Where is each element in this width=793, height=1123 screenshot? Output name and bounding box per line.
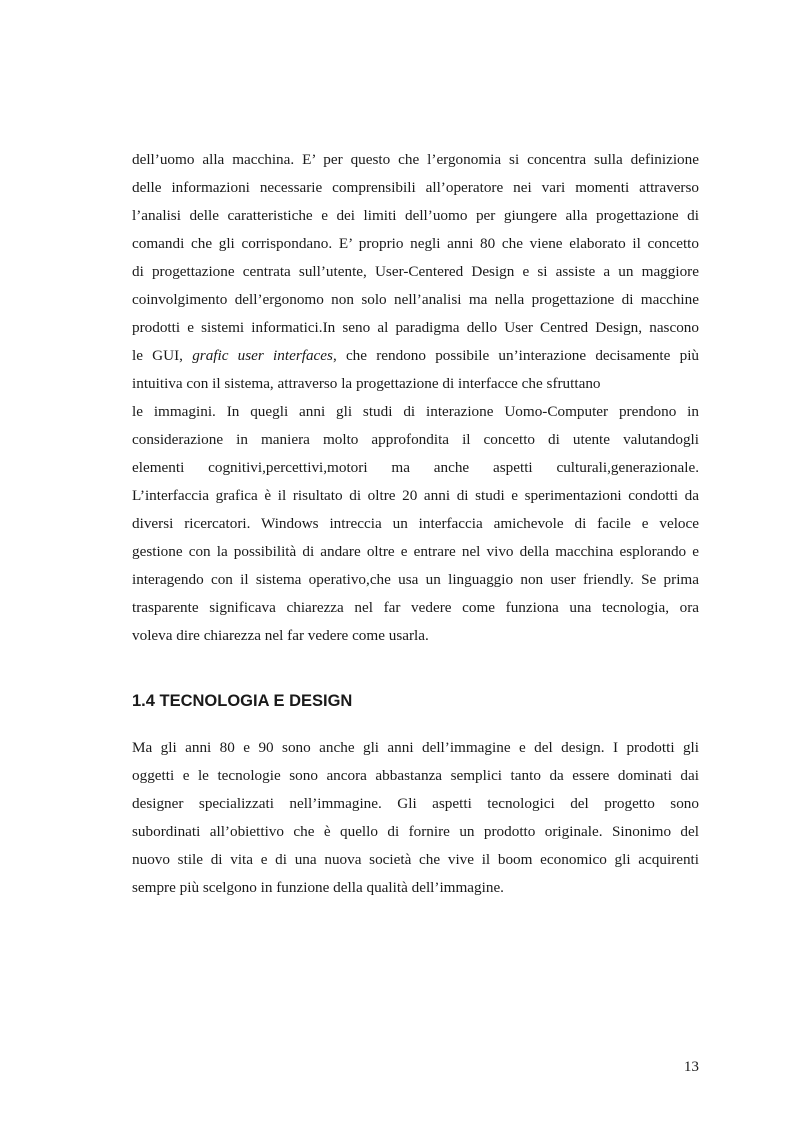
text-line: voleva dire chiarezza nel far vedere come usarla. (132, 627, 429, 644)
text-line: prodotti e sistemi informatici.In seno al paradigma dello User Centred Design, nascono (132, 319, 699, 336)
page-number: 13 (683, 1058, 699, 1075)
text-line (132, 342, 699, 370)
text-line: considerazione in maniera molto approfondita il concetto di utente valutandogli (132, 431, 699, 448)
text-line: l’analisi delle caratteristiche e dei limiti dell’uomo per giungere alla progettazione di (132, 207, 699, 224)
text-line: oggetti e le tecnologie sono ancora abbastanza semplici tanto da essere dominati dai (132, 767, 699, 784)
text-line: coinvolgimento dell’ergonomo non solo nell’analisi ma nella progettazione di macchine (132, 291, 699, 308)
text-line: L’interfaccia grafica è il risultato di oltre 20 anni di studi e sperimentazioni condotti da (132, 487, 699, 504)
text-line: delle informazioni necessarie comprensibili all’operatore nei vari momenti attraverso (132, 179, 699, 196)
text-line: trasparente significava chiarezza nel far vedere come funziona una tecnologia, ora (132, 599, 699, 616)
body-paragraph-2 (132, 734, 699, 902)
text-line: dell’uomo alla macchina. E’ per questo che l’ergonomia si concentra sulla definizione (132, 151, 699, 168)
text-line: di progettazione centrata sull’utente, User-Centered Design e si assiste a un maggiore (132, 263, 699, 280)
text-line: Ma gli anni 80 e 90 sono anche gli anni dell’immagine e del design. I prodotti gli (132, 739, 699, 756)
text-line: comandi che gli corrispondano. E’ proprio negli anni 80 che viene elaborato il concetto (132, 235, 699, 252)
text-line: nuovo stile di vita e di una nuova società che vive il boom economico gli acquirenti (132, 851, 699, 868)
text-line: gestione con la possibilità di andare oltre e entrare nel vivo della macchina esplorando e (132, 543, 699, 560)
text-line: interagendo con il sistema operativo,che usa un linguaggio non user friendly. Se prima (132, 571, 699, 588)
text-segment: , che rendono possibile un’interazione decisamente più (332, 347, 700, 364)
body-paragraph-1 (132, 146, 699, 650)
text-line: diversi ricercatori. Windows intreccia un interfaccia amichevole di facile e veloce (132, 515, 699, 532)
text-segment: le GUI, (132, 347, 183, 364)
text-line: subordinati all’obiettivo che è quello di fornire un prodotto originale. Sinonimo del (132, 823, 699, 840)
text-line: elementi cognitivi,percettivi,motori ma anche aspetti culturali,generazionale. (132, 459, 699, 476)
text-line: designer specializzati nell’immagine. Gli aspetti tecnologici del progetto sono (132, 795, 699, 812)
text-line: le immagini. In quegli anni gli studi di interazione Uomo-Computer prendono in (132, 403, 699, 420)
italic-term: grafic user interfaces (192, 347, 333, 364)
section-heading: 1.4 TECNOLOGIA E DESIGN (132, 692, 353, 710)
text-line: intuitiva con il sistema, attraverso la progettazione di interfacce che sfruttano (132, 375, 601, 392)
text-line: sempre più scelgono in funzione della qualità dell’immagine. (132, 879, 504, 896)
